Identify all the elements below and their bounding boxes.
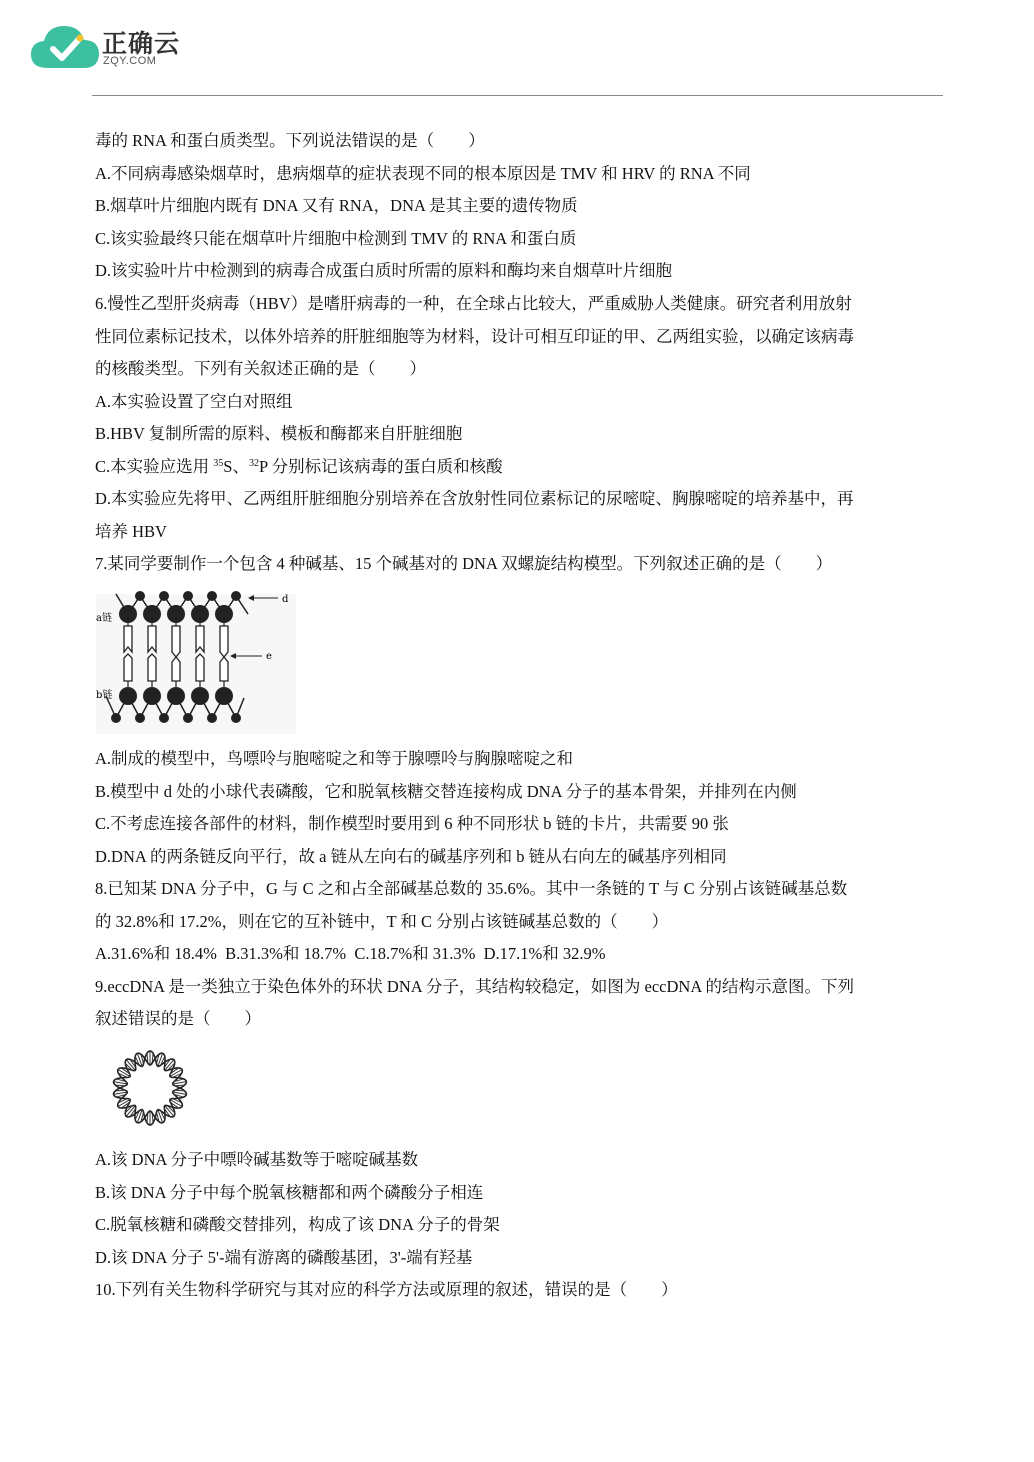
q6-stem-line1: 6.慢性乙型肝炎病毒（HBV）是嗜肝病毒的一种，在全球占比较大，严重威胁人类健康。研究者利用放射 [95,294,852,313]
q5-option-b: B.烟草叶片细胞内既有 DNA 又有 RNA，DNA 是其主要的遗传物质 [95,196,578,215]
page-header [0,0,1034,100]
q9-option-b: B.该 DNA 分子中每个脱氧核糖都和两个磷酸分子相连 [95,1183,484,1202]
q7-option-c: C.不考虑连接各部件的材料，制作模型时要用到 6 种不同形状 b 链的卡片，共需要 90 张 [95,814,729,833]
dna-model-figure [92,586,302,738]
q9-option-d: D.该 DNA 分子 5'-端有游离的磷酸基团，3'-端有羟基 [95,1248,473,1267]
q6-option-d-line1: D.本实验应先将甲、乙两组肝脏细胞分别培养在含放射性同位素标记的尿嘧啶、胸腺嘧啶的培养基中，再 [95,489,854,508]
q6-option-a: A.本实验设置了空白对照组 [95,392,293,411]
q9-option-c: C.脱氧核糖和磷酸交替排列，构成了该 DNA 分子的骨架 [95,1215,500,1234]
label-a-strand: a链 [96,613,112,624]
q9-stem-line1: 9.eccDNA 是一类独立于染色体外的环状 DNA 分子，其结构较稳定，如图为 eccDNA 的结构示意图。下列 [95,977,854,996]
label-b-strand: b链 [96,690,113,701]
q6-stem-line2: 性同位素标记技术，以体外培养的肝脏细胞等为材料，设计可相互印证的甲、乙两组实验，以确定该病毒 [95,327,854,346]
q6-option-b: B.HBV 复制所需的原料、模板和酶都来自肝脏细胞 [95,424,463,443]
q7-stem: 7.某同学要制作一个包含 4 种碱基、15 个碱基对的 DNA 双螺旋结构模型。下列叙述正确的是（ ） [95,554,833,573]
q6-option-c: C.本实验应选用 $^{35}$S、$^{32}$P 分别标记该病毒的蛋白质和核酸 [95,457,503,476]
q5-option-c: C.该实验最终只能在烟草叶片细胞中检测到 TMV 的 RNA 和蛋白质 [95,229,577,248]
q10-stem: 10.下列有关生物科学研究与其对应的科学方法或原理的叙述，错误的是（ ） [95,1280,678,1299]
q5-option-a: A.不同病毒感染烟草时，患病烟草的症状表现不同的根本原因是 TMV 和 HRV 的 RNA 不同 [95,164,751,183]
q8-stem-line2: 的 32.8%和 17.2%，则在它的互补链中，T 和 C 分别占该链碱基总数的（ ） [95,912,669,931]
q7-option-b: B.模型中 d 处的小球代表磷酸，它和脱氧核糖交替连接构成 DNA 分子的基本骨架，并排列在内侧 [95,782,797,801]
label-e: e [266,651,272,662]
q9-option-a: A.该 DNA 分子中嘌呤碱基数等于嘧啶碱基数 [95,1150,419,1169]
label-d: d [282,594,289,605]
q6-stem-line3: 的核酸类型。下列有关叙述正确的是（ ） [95,359,426,378]
q7-option-d: D.DNA 的两条链反向平行，故 a 链从左向右的碱基序列和 b 链从右向左的碱基序列相同 [95,847,727,866]
q5-stem-end: 毒的 RNA 和蛋白质类型。下列说法错误的是（ ） [95,131,485,150]
q8-options: A.31.6%和 18.4% B.31.3%和 18.7% C.18.7%和 31.3% D.17.1%和 32.9% [95,944,606,963]
q9-stem-line2: 叙述错误的是（ ） [95,1009,261,1028]
brand-name: 正确云 [102,29,181,58]
q7-option-a: A.制成的模型中，鸟嘌呤与胞嘧啶之和等于腺嘌呤与胸腺嘧啶之和 [95,749,574,768]
brand-domain: ZQY.COM [103,55,157,67]
eccdna-ring-figure [108,1046,192,1130]
q8-stem-line1: 8.已知某 DNA 分子中，G 与 C 之和占全部碱基总数的 35.6%。其中一条链的 T 与 C 分别占该链碱基总数 [95,879,848,898]
q5-option-d: D.该实验叶片中检测到的病毒合成蛋白质时所需的原料和酶均来自烟草叶片细胞 [95,261,673,280]
header-divider [92,95,943,96]
q6-option-d-line2: 培养 HBV [95,522,167,541]
